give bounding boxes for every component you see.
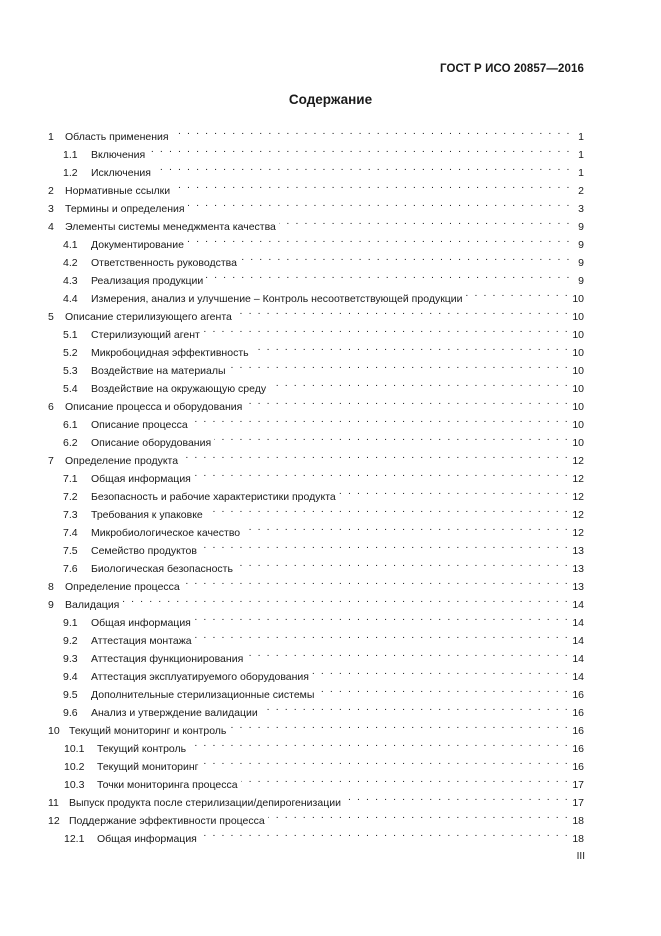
toc-entry-title: Элементы системы менеджмента качества (65, 221, 276, 233)
toc-entry-page: 18 (572, 815, 584, 827)
dot-leader (172, 122, 571, 140)
dot-leader (122, 590, 569, 608)
toc-entry-number: 6 (48, 401, 54, 413)
toc-entry-page: 18 (572, 833, 584, 845)
toc-entry-page: 10 (572, 401, 584, 413)
toc-entry-page: 17 (572, 779, 584, 791)
dot-leader (235, 302, 569, 320)
toc-entry-number: 9.2 (63, 635, 78, 647)
toc-entry-title: Нормативные ссылки (65, 185, 171, 197)
toc-entry-title: Текущий мониторинг (97, 761, 199, 773)
toc-entry-title: Воздействие на материалы (91, 365, 226, 377)
toc-entry-page: 10 (572, 329, 584, 341)
toc-entry-number: 1.2 (63, 167, 78, 179)
dot-leader (183, 572, 570, 590)
toc-entry-page: 3 (578, 203, 584, 215)
toc-entry-title: Определение процесса (65, 581, 180, 593)
toc-entry-title: Документирование (91, 239, 184, 251)
toc-entry-number: 6.1 (63, 419, 78, 431)
toc-entry[interactable] (48, 122, 584, 143)
toc-entry-title: Микробиологическое качество (91, 527, 241, 539)
toc-entry-title: Определение продукта (65, 455, 179, 467)
toc-entry-number: 4.2 (63, 257, 78, 269)
toc-entry-number: 9.1 (63, 617, 78, 629)
dot-leader (181, 446, 569, 464)
toc-entry-number: 10 (48, 725, 60, 737)
dot-leader (206, 500, 570, 518)
toc-entry-number: 5.1 (63, 329, 78, 341)
toc-entry-page: 10 (572, 311, 584, 323)
toc-entry-title: Описание процесса (91, 419, 188, 431)
toc-entry-number: 7.2 (63, 491, 78, 503)
toc-entry-number: 1.1 (63, 149, 78, 161)
toc-entry-page: 1 (578, 167, 584, 179)
dot-leader (195, 626, 570, 644)
toc-entry-page: 12 (572, 455, 584, 467)
toc-entry-title: Ответственность руководства (91, 257, 237, 269)
toc-entry-page: 12 (572, 527, 584, 539)
toc-entry-title: Семейство продуктов (91, 545, 197, 557)
toc-entry-number: 12.1 (64, 833, 85, 845)
page-folio: III (576, 851, 585, 862)
dot-leader (173, 176, 571, 194)
toc-entry-title: Включения (91, 149, 146, 161)
table-of-contents (48, 122, 584, 845)
dot-leader (229, 356, 570, 374)
toc-entry-number: 9.3 (63, 653, 78, 665)
toc-entry-number: 4.4 (63, 293, 78, 305)
dot-leader (154, 158, 571, 176)
toc-entry-page: 10 (572, 347, 584, 359)
toc-entry-title: Общая информация (97, 833, 197, 845)
toc-entry-page: 10 (572, 437, 584, 449)
toc-entry-number: 9.5 (63, 689, 78, 701)
toc-entry-title: Безопасность и рабочие характеристики продукта (91, 491, 336, 503)
dot-leader (191, 410, 570, 428)
toc-entry-page: 10 (572, 293, 584, 305)
dot-leader (269, 374, 569, 392)
dot-leader (261, 698, 570, 716)
toc-entry-title: Термины и определения (65, 203, 185, 215)
toc-entry-page: 9 (578, 239, 584, 251)
toc-entry-number: 7.1 (63, 473, 78, 485)
dot-leader (214, 428, 569, 446)
toc-entry-title: Валидация (65, 599, 120, 611)
toc-entry-page: 9 (578, 221, 584, 233)
toc-entry-page: 16 (572, 689, 584, 701)
toc-entry-page: 16 (572, 743, 584, 755)
dot-leader (188, 194, 571, 212)
toc-entry-page: 12 (572, 491, 584, 503)
toc-entry-number: 7.6 (63, 563, 78, 575)
toc-entry-number: 5.3 (63, 365, 78, 377)
toc-entry-page: 1 (578, 149, 584, 161)
toc-entry-page: 16 (572, 725, 584, 737)
toc-entry-title: Описание стерилизующего агента (65, 311, 232, 323)
dot-leader (252, 338, 570, 356)
toc-entry-title: Точки мониторинга процесса (97, 779, 238, 791)
toc-entry-number: 4 (48, 221, 54, 233)
toc-entry-number: 10.3 (64, 779, 85, 791)
dot-leader (312, 662, 569, 680)
toc-entry-title: Воздействие на окружающую среду (91, 383, 267, 395)
dot-leader (236, 554, 569, 572)
toc-entry-title: Дополнительные стерилизационные системы (91, 689, 315, 701)
toc-entry-number: 7.3 (63, 509, 78, 521)
toc-entry-number: 1 (48, 131, 54, 143)
toc-entry-number: 8 (48, 581, 54, 593)
toc-entry-page: 10 (572, 419, 584, 431)
dot-leader (194, 608, 569, 626)
toc-entry-page: 9 (578, 275, 584, 287)
toc-entry-title: Аттестация функционирования (91, 653, 244, 665)
toc-entry-number: 5.2 (63, 347, 78, 359)
dot-leader (240, 248, 571, 266)
toc-entry-page: 13 (572, 581, 584, 593)
toc-entry-number: 5.4 (63, 383, 78, 395)
toc-entry-title: Требования к упаковке (91, 509, 203, 521)
dot-leader (148, 140, 571, 158)
toc-entry-page: 10 (572, 365, 584, 377)
toc-entry-title: Биологическая безопасность (91, 563, 233, 575)
toc-entry-page: 14 (572, 635, 584, 647)
toc-entry-page: 13 (572, 545, 584, 557)
toc-entry-number: 10.1 (64, 743, 85, 755)
toc-entry-title: Исключения (91, 167, 151, 179)
toc-entry-number: 9.4 (63, 671, 78, 683)
toc-entry-number: 9 (48, 599, 54, 611)
dot-leader (189, 734, 569, 752)
dot-leader (187, 230, 571, 248)
toc-entry-page: 14 (572, 599, 584, 611)
dot-leader (279, 212, 571, 230)
toc-entry-title: Аттестация монтажа (91, 635, 192, 647)
toc-entry-number: 7.4 (63, 527, 78, 539)
toc-entry-title: Общая информация (91, 473, 191, 485)
toc-entry-page: 16 (572, 707, 584, 719)
toc-entry-title: Микробоцидная эффективность (91, 347, 249, 359)
dot-leader (344, 788, 569, 806)
toc-entry-title: Текущий контроль (97, 743, 187, 755)
toc-entry-title: Анализ и утверждение валидации (91, 707, 258, 719)
dot-leader (246, 644, 569, 662)
dot-leader (200, 824, 569, 842)
dot-leader (194, 464, 569, 482)
dot-leader (339, 482, 570, 500)
toc-entry-number: 7.5 (63, 545, 78, 557)
dot-leader (317, 680, 569, 698)
toc-entry-page: 16 (572, 761, 584, 773)
dot-leader (241, 770, 570, 788)
dot-leader (243, 518, 569, 536)
toc-entry-number: 4.1 (63, 239, 78, 251)
toc-entry-page: 10 (572, 383, 584, 395)
toc-entry-number: 6.2 (63, 437, 78, 449)
toc-entry-title: Аттестация эксплуатируемого оборудования (91, 671, 309, 683)
toc-entry-page: 2 (578, 185, 584, 197)
toc-entry-number: 4.3 (63, 275, 78, 287)
toc-entry-title: Измерения, анализ и улучшение – Контроль несоответствующей продукции (91, 293, 463, 305)
dot-leader (466, 284, 570, 302)
toc-entry-title: Общая информация (91, 617, 191, 629)
toc-entry-number: 12 (48, 815, 60, 827)
dot-leader (203, 320, 570, 338)
toc-entry-page: 12 (572, 509, 584, 521)
toc-entry-number: 2 (48, 185, 54, 197)
toc-entry-number: 10.2 (64, 761, 85, 773)
toc-entry-title: Текущий мониторинг и контроль (69, 725, 227, 737)
toc-entry-title: Стерилизующий агент (91, 329, 200, 341)
toc-entry-title: Описание процесса и оборудования (65, 401, 243, 413)
toc-entry-page: 1 (578, 131, 584, 143)
toc-entry-number: 9.6 (63, 707, 78, 719)
toc-entry-title: Область применения (65, 131, 169, 143)
toc-entry-number: 3 (48, 203, 54, 215)
toc-entry-title: Описание оборудования (91, 437, 212, 449)
toc-entry[interactable] (48, 590, 584, 611)
toc-entry-page: 9 (578, 257, 584, 269)
dot-leader (268, 806, 570, 824)
toc-entry-page: 12 (572, 473, 584, 485)
dot-leader (202, 752, 570, 770)
document-code: ГОСТ Р ИСО 20857—2016 (439, 63, 584, 75)
toc-entry-number: 11 (48, 797, 59, 809)
dot-leader (206, 266, 571, 284)
toc-entry-number: 7 (48, 455, 54, 467)
toc-entry-page: 14 (572, 653, 584, 665)
toc-entry-page: 13 (572, 563, 584, 575)
toc-entry-page: 14 (572, 671, 584, 683)
toc-entry-page: 17 (572, 797, 584, 809)
toc-entry-title: Реализация продукции (91, 275, 204, 287)
dot-leader (229, 716, 569, 734)
toc-entry-title: Поддержание эффективности процесса (69, 815, 265, 827)
toc-entry[interactable] (48, 608, 584, 629)
toc-entry-number: 5 (48, 311, 54, 323)
toc-title: Содержание (288, 92, 373, 107)
toc-entry-title: Выпуск продукта после стерилизации/депирогенизации (69, 797, 341, 809)
dot-leader (245, 392, 569, 410)
toc-entry-page: 14 (572, 617, 584, 629)
dot-leader (200, 536, 569, 554)
